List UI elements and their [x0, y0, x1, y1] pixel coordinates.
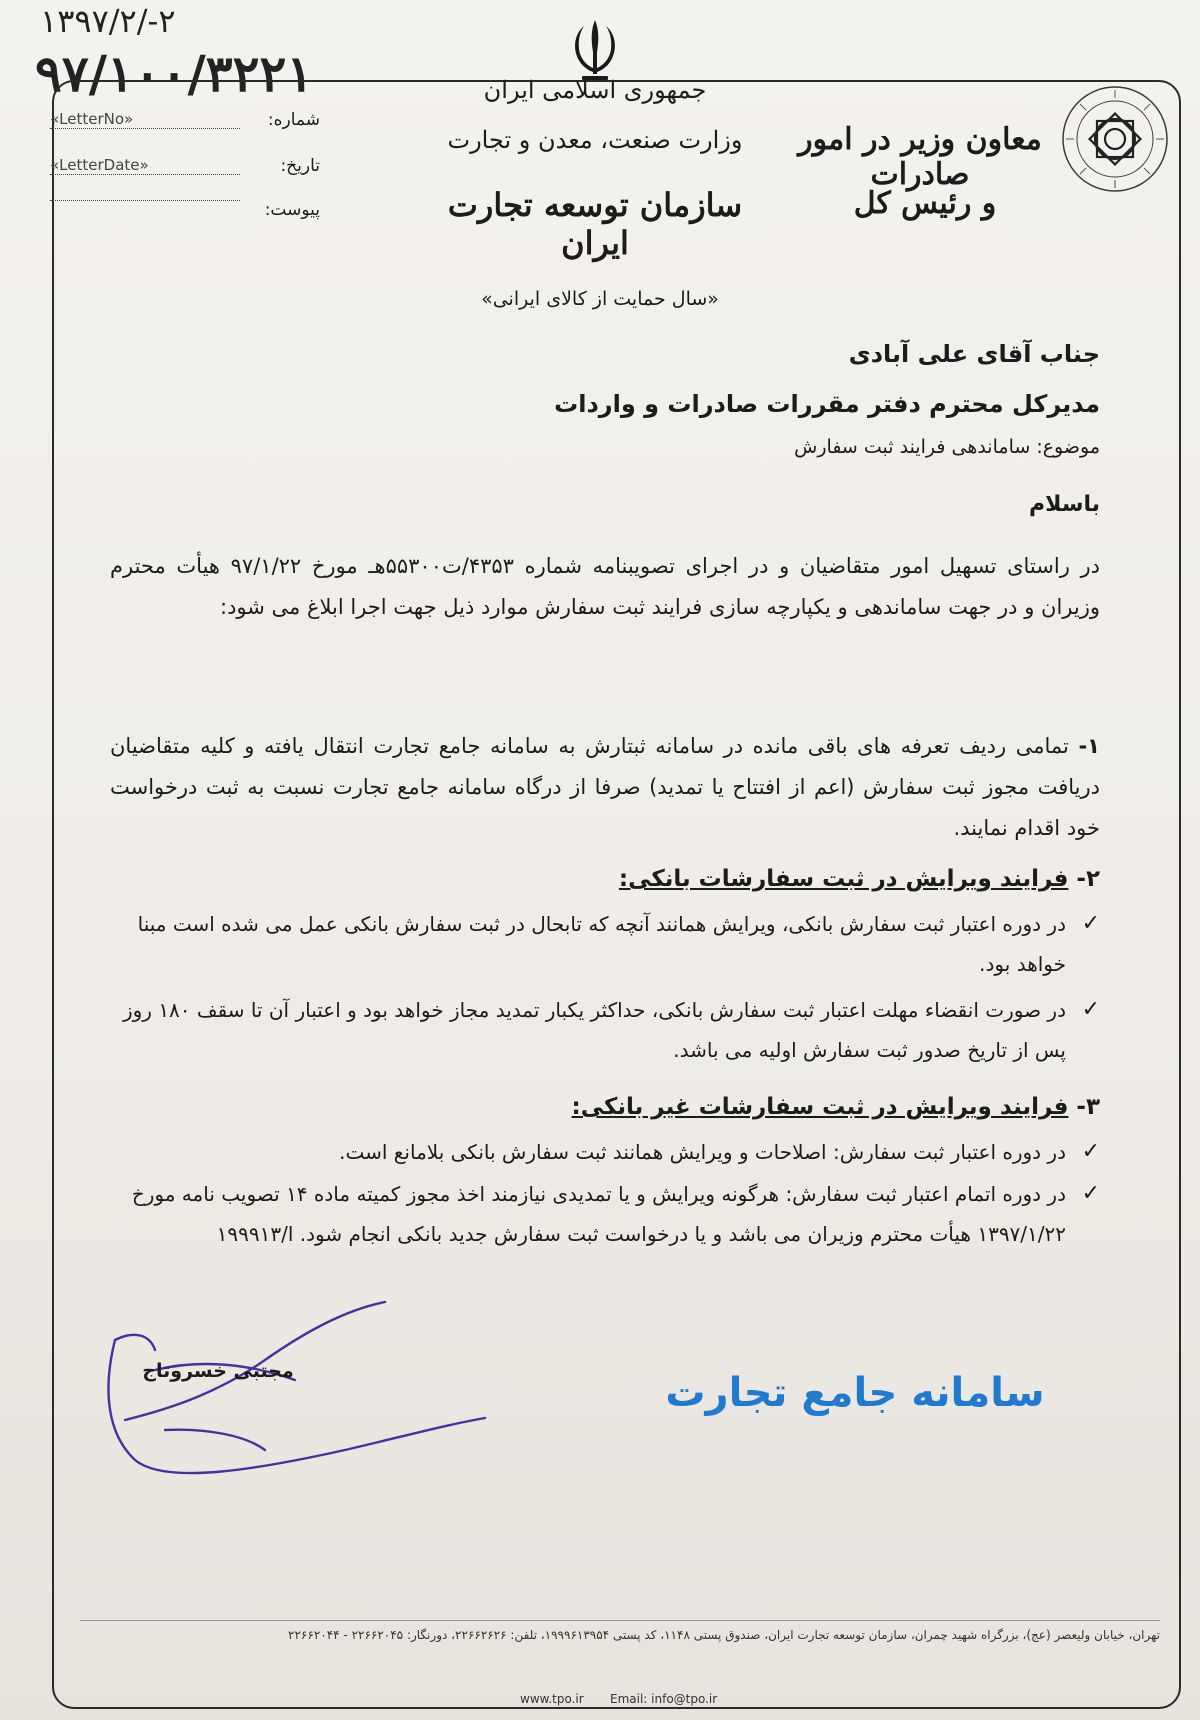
list-item-text: در دوره اعتبار ثبت سفارش: اصلاحات و ویرایش همانند ثبت سفارش بانکی بلامانع است.	[339, 1140, 1066, 1164]
list-item-text: در دوره اعتبار ثبت سفارش بانکی، ویرایش همانند آنچه که تابحال در ثبت سفارش بانکی عمل می شده است مبنا خواهد بود.	[137, 912, 1066, 976]
letter-number-value: «LetterNo»	[50, 110, 240, 129]
footer-address: تهران، خیابان ولیعصر (عج)، بزرگراه شهید چمران، سازمان توسعه تجارت ایران، صندوق پستی ۱۱۴۸، کد پستی ۱۹۹۹۶۱۳۹۵۴، تلفن: ۲۲۶۶۲۶۲۶، دورنگار: ۲۲۶۶۲۰۴۵ - ۲۲۶۶۲۰۴۴	[288, 1628, 1160, 1642]
attachment-label: پیوست:	[264, 200, 320, 220]
letter-number-row	[50, 108, 320, 138]
list-item	[110, 990, 1100, 1070]
handwritten-signature	[95, 1300, 495, 1480]
footer-email[interactable]: Email: info@tpo.ir	[610, 1692, 718, 1706]
letter-subject: موضوع: ساماندهی فرایند ثبت سفارش	[794, 436, 1100, 458]
intro-paragraph: در راستای تسهیل امور متقاضیان و در اجرای تصویبنامه شماره ۴۳۵۳/ت۵۵۳۰۰هـ مورخ ۹۷/۱/۲۲ هیأت محترم وزیران و در جهت ساماندهی و یکپارچه سازی فرایند ثبت سفارش موارد ذیل جهت اجرا ابلاغ می شود:	[110, 554, 1100, 619]
footer-divider	[80, 1620, 1160, 1621]
list-item-text: در صورت انقضاء مهلت اعتبار ثبت سفارش بانکی، حداکثر یکبار تمدید مجاز خواهد بود و اعتبار آن تا سقف ۱۸۰ روز پس از تاریخ صدور ثبت سفارش اولیه می باشد.	[122, 998, 1066, 1062]
attachment-row	[50, 198, 320, 228]
header-republic: جمهوری اسلامی ایران	[483, 76, 707, 104]
section-2-heading	[110, 866, 1100, 892]
year-slogan: «سال حمایت از کالای ایرانی»	[481, 288, 719, 310]
list-item	[110, 1174, 1100, 1254]
section-2-title: فرایند ویرایش در ثبت سفارشات بانکی:	[618, 866, 1069, 892]
signer-name: مجتبی خسروتاج	[142, 1360, 294, 1382]
letter-number-label: شماره:	[267, 110, 320, 130]
greeting: باسلام	[1029, 492, 1100, 517]
letter-date-label: تاریخ:	[280, 156, 320, 176]
section-3-heading	[110, 1094, 1100, 1120]
checkmark-icon: ✓	[1081, 1181, 1100, 1206]
tpo-seal-logo	[1060, 84, 1170, 194]
item-1	[110, 726, 1100, 849]
section-2-number: ۲-	[1076, 866, 1100, 892]
checkmark-icon: ✓	[1081, 1139, 1100, 1164]
section-3-number: ۳-	[1076, 1094, 1100, 1120]
section-3-list	[110, 1132, 1100, 1256]
item-1-text: تمامی ردیف تعرفه های باقی مانده در سامانه ثبتارش به سامانه جامع تجارت انتقال یافته و کلیه متقاضیان دریافت مجوز ثبت سفارش (اعم از افتتاح یا تمدید) صرفا از درگاه سامانه جامع تجارت نسبت به ثبت درخواست خود اقدام نمایند.	[110, 734, 1100, 840]
checkmark-icon: ✓	[1081, 997, 1100, 1022]
list-item	[110, 904, 1100, 984]
addressee-position: مدیرکل محترم دفتر مقررات صادرات و واردات	[554, 390, 1100, 418]
section-3-title: فرایند ویرایش در ثبت سفارشات غیر بانکی:	[571, 1094, 1069, 1120]
letter-date-value: «LetterDate»	[50, 156, 240, 175]
letter-date-row	[50, 154, 320, 184]
list-item	[110, 1132, 1100, 1172]
deputy-title-line1: معاون وزیر در امور صادرات	[798, 122, 1042, 192]
addressee: جناب آقای علی آبادی	[848, 340, 1100, 368]
item-1-number: ۱-	[1078, 734, 1100, 758]
brand-overlay: سامانه جامع تجارت	[665, 1370, 1045, 1416]
checkmark-icon: ✓	[1081, 911, 1100, 936]
list-item-text: در دوره اتمام اعتبار ثبت سفارش: هرگونه ویرایش و یا تمدیدی نیازمند اخذ مجوز کمیته ماده ۱۴ تصویب نامه مورخ ۱۳۹۷/۱/۲۲ هیأت محترم وزیران می باشد و یا درخواست ثبت سفارش جدید بانکی انجام شود. ا/۱۹۹۹۱۳	[131, 1182, 1066, 1246]
footer-website[interactable]: www.tpo.ir	[520, 1692, 584, 1706]
attachment-value	[50, 200, 240, 201]
header-organization: سازمان توسعه تجارت ایران	[447, 186, 743, 262]
handwritten-date: ۱۳۹۷/۲/-۲	[40, 2, 176, 40]
deputy-title-line2: و رئیس کل	[853, 186, 997, 221]
header-ministry: وزارت صنعت، معدن و تجارت	[447, 126, 743, 154]
section-2-list	[110, 904, 1100, 1076]
handwritten-letter-number: ۹۷/۱۰۰/۳۲۲۱	[35, 44, 314, 103]
